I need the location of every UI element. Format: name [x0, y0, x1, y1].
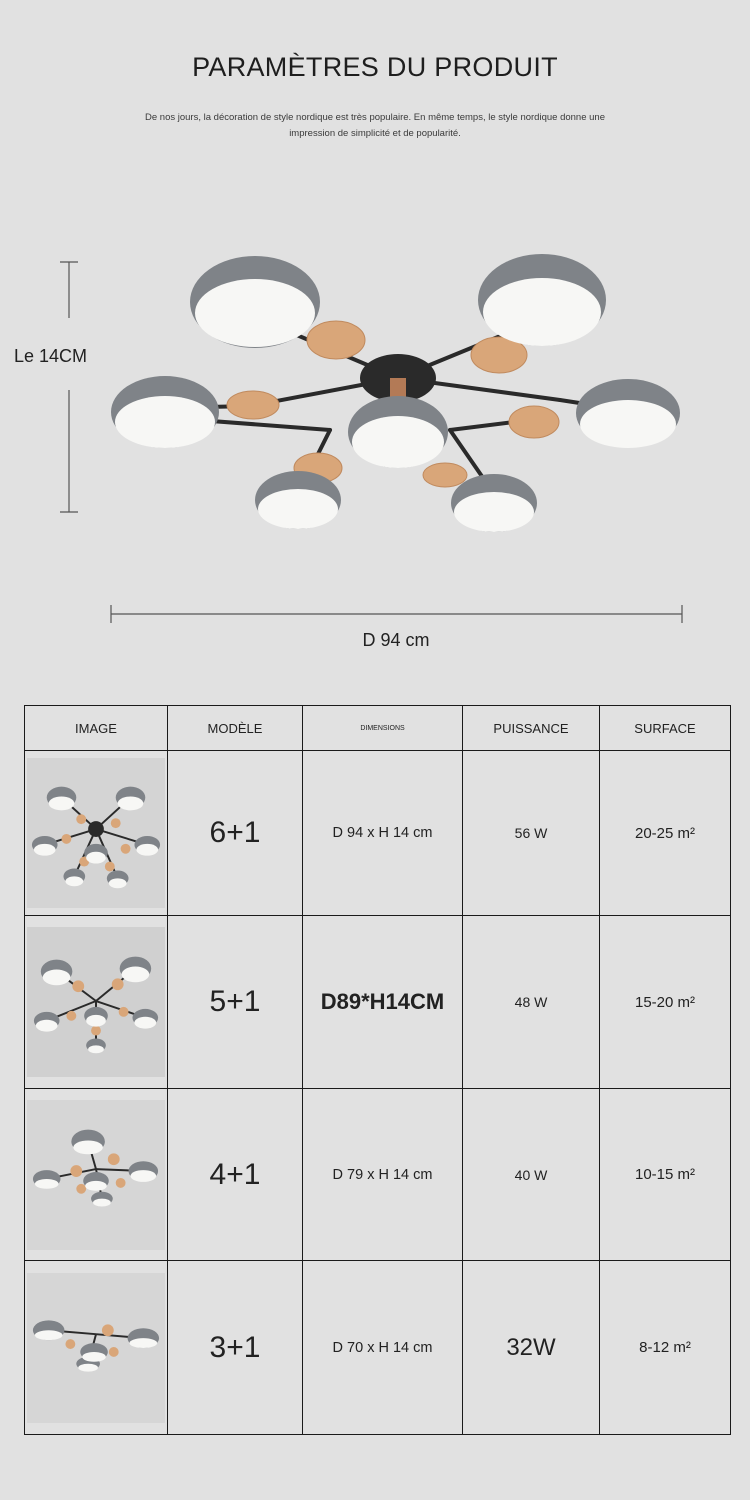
power-cell: 40 W [463, 1089, 600, 1261]
header-model: MODÈLE [168, 706, 303, 751]
dimensions-cell: D 79 x H 14 cm [303, 1089, 463, 1261]
height-dimension-label: Le 14CM [14, 346, 88, 366]
product-photo-5-1 [27, 927, 165, 1077]
header-surface: SURFACE [600, 706, 731, 751]
surface-cell: 20-25 m² [600, 751, 731, 916]
lamp-illustration [0, 0, 750, 700]
product-image-cell [25, 1089, 168, 1261]
model-cell: 4+1 [168, 1089, 303, 1261]
header-image: IMAGE [25, 706, 168, 751]
header-dimensions: DIMENSIONS [303, 706, 463, 751]
product-photo-6-1 [27, 758, 165, 908]
intro-line-1: De nos jours, la décoration de style nordique est très populaire. En même temps, le style nordique donne une [145, 112, 605, 123]
dimensions-cell: D 70 x H 14 cm [303, 1261, 463, 1435]
surface-cell: 8-12 m² [600, 1261, 731, 1435]
model-cell: 5+1 [168, 916, 303, 1089]
table-header-row [25, 706, 731, 751]
product-image-cell [25, 751, 168, 916]
intro-line-2: impression de simplicité et de popularité. [289, 128, 461, 139]
product-photo-3-1 [27, 1273, 165, 1423]
table-row [25, 916, 731, 1089]
power-cell: 48 W [463, 916, 600, 1089]
page-title: PARAMÈTRES DU PRODUIT [192, 52, 558, 82]
model-cell: 3+1 [168, 1261, 303, 1435]
width-dimension-label: D 94 cm [362, 630, 430, 650]
power-cell: 56 W [463, 751, 600, 916]
dimensions-cell: D 94 x H 14 cm [303, 751, 463, 916]
table-row [25, 1261, 731, 1435]
product-photo-4-1 [27, 1100, 165, 1250]
surface-cell: 15-20 m² [600, 916, 731, 1089]
header-power: PUISSANCE [463, 706, 600, 751]
power-cell: 32W [463, 1261, 600, 1435]
product-image-cell [25, 916, 168, 1089]
spec-table [24, 705, 731, 1435]
table-row [25, 1089, 731, 1261]
model-cell: 6+1 [168, 751, 303, 916]
dimensions-cell: D89*H14CM [303, 916, 463, 1089]
surface-cell: 10-15 m² [600, 1089, 731, 1261]
table-row [25, 751, 731, 916]
product-image-cell [25, 1261, 168, 1435]
